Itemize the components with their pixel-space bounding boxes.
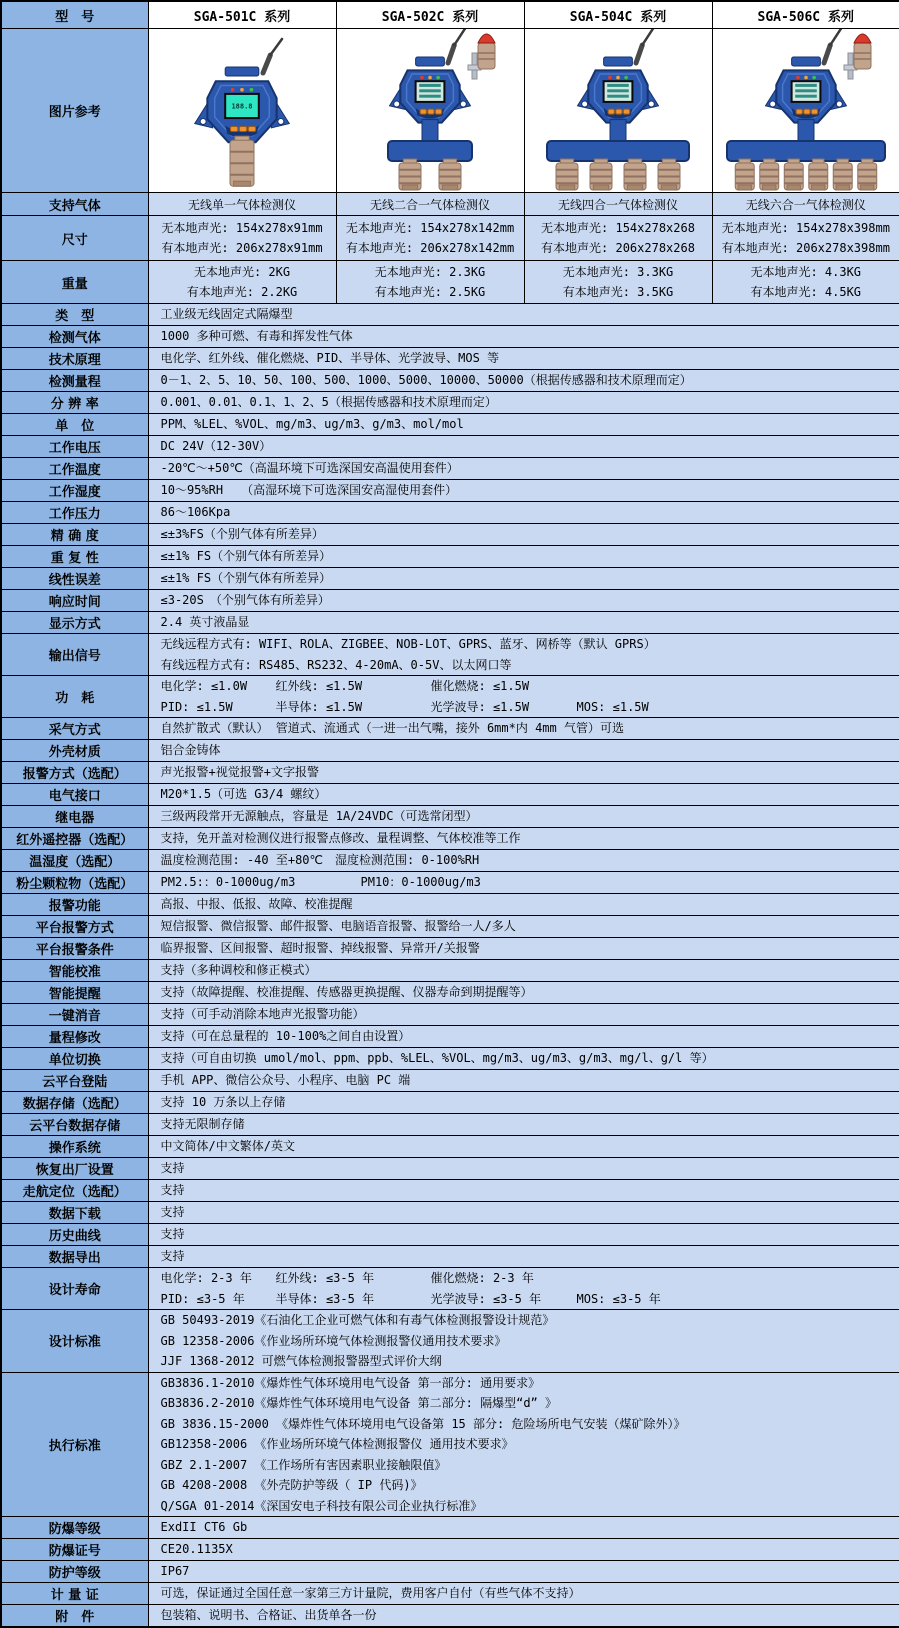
spec-row-label: 检测气体 — [1, 326, 148, 348]
table-row — [1, 1517, 899, 1539]
sga-501c-device-image — [149, 29, 335, 192]
spec-value-line: 工业级无线固定式隔爆型 — [160, 307, 293, 322]
spec-value — [148, 1605, 899, 1628]
spec-value-line: 0－1、2、5、10、50、100、500、1000、5000、10000、50000（根据传感器和技术原理而定） — [160, 373, 692, 388]
spec-value-segment: 电化学: 2-3 年 — [160, 1271, 252, 1285]
spec-row-label: 技术原理 — [1, 348, 148, 370]
spec-value-line: 自然扩散式（默认） 管道式、流通式（一进一出气嘴，接外 6mm*内 4mm 气管）可选 — [160, 721, 624, 736]
spec-value — [148, 1180, 899, 1202]
table-row — [1, 568, 899, 590]
spec-value — [148, 348, 899, 370]
model-row-label: 型 号 — [1, 1, 148, 29]
gas-type-value: 无线单一气体检测仪 — [148, 193, 336, 216]
spec-value — [148, 982, 899, 1004]
weight-value — [712, 261, 899, 304]
spec-value-segment: 电化学: ≤1.0W — [160, 679, 248, 693]
spec-value-line: IP67 — [160, 1564, 190, 1579]
table-row — [1, 1180, 899, 1202]
model-header: SGA-502C 系列 — [336, 1, 524, 29]
spec-value-line: GB 4208-2008 《外壳防护等级（ IP 代码)》 — [160, 1478, 423, 1492]
table-row — [1, 480, 899, 502]
spec-value-line: 可选，保证通过全国任意一家第三方计量院，费用客户自付（有些气体不支持） — [160, 1586, 581, 1601]
spec-value — [148, 458, 899, 480]
spec-row-label: 智能校准 — [1, 960, 148, 982]
model-header: SGA-501C 系列 — [148, 1, 336, 29]
spec-value — [148, 1114, 899, 1136]
spec-value-line: 支持，免开盖对检测仪进行报警点修改、量程调整、气体校准等工作 — [160, 831, 521, 846]
spec-value-line: GBZ 2.1-2007 《工作场所有害因素职业接触限值》 — [160, 1457, 447, 1472]
spec-value-line: 支持 — [160, 1205, 185, 1220]
spec-value — [148, 718, 899, 740]
spec-row-label: 工作湿度 — [1, 480, 148, 502]
table-row — [1, 436, 899, 458]
spec-value-segment: PM10：0-1000ug/m3 — [360, 875, 481, 890]
table-row — [1, 304, 899, 326]
image-row-label: 图片参考 — [1, 29, 148, 193]
spec-row-label: 恢复出厂设置 — [1, 1158, 148, 1180]
spec-value-line: 温度检测范围: -40 至+80℃ 湿度检测范围: 0-100%RH — [160, 853, 480, 868]
spec-value-line: ExdII CT6 Gb — [160, 1520, 248, 1535]
table-row — [1, 502, 899, 524]
spec-value-line: CE20.1135X — [160, 1542, 233, 1557]
spec-value — [148, 740, 899, 762]
spec-value-line: 有线远程方式有: RS485、RS232、4-20mA、0-5V、以太网口等 — [160, 657, 512, 672]
spec-value — [148, 916, 899, 938]
spec-value-line: 高报、中报、低报、故障、校准提醒 — [160, 897, 353, 912]
spec-value-line: 支持无限制存储 — [160, 1117, 245, 1132]
spec-row-label: 采气方式 — [1, 718, 148, 740]
table-row — [1, 1268, 899, 1310]
table-row — [1, 1070, 899, 1092]
spec-value — [148, 1070, 899, 1092]
product-image-cell — [336, 29, 524, 193]
weight-value-line: 无本地声光: 4.3KG — [750, 265, 862, 279]
spec-value — [148, 392, 899, 414]
table-row — [1, 806, 899, 828]
spec-value — [148, 524, 899, 546]
weight-value-line: 无本地声光: 3.3KG — [562, 265, 674, 279]
spec-value-line: M20*1.5（可选 G3/4 螺纹） — [160, 787, 327, 802]
table-row — [1, 784, 899, 806]
table-row — [1, 828, 899, 850]
table-row — [1, 1, 899, 29]
spec-value-line: 电化学、红外线、催化燃烧、PID、半导体、光学波导、MOS 等 — [160, 351, 500, 366]
spec-value-line: 支持 — [160, 1183, 185, 1198]
spec-row-label: 粉尘颗粒物（选配） — [1, 872, 148, 894]
spec-value-line — [161, 1268, 896, 1289]
table-row — [1, 894, 899, 916]
spec-value-line: 短信报警、微信报警、邮件报警、电脑语音报警、报警给一人/多人 — [160, 919, 516, 934]
spec-row-label: 执行标准 — [1, 1372, 148, 1517]
spec-row-label: 操作系统 — [1, 1136, 148, 1158]
spec-row-label: 电气接口 — [1, 784, 148, 806]
table-row — [1, 216, 899, 261]
sga-504c-device-image — [525, 29, 711, 192]
table-row — [1, 916, 899, 938]
spec-row-label: 量程修改 — [1, 1026, 148, 1048]
spec-value-line: 无线远程方式有: WIFI、ROLA、ZIGBEE、NOB-LOT、GPRS、蓝牙、网桥等（默认 GPRS） — [160, 637, 656, 651]
spec-value — [148, 1517, 899, 1539]
spec-row-label: 历史曲线 — [1, 1224, 148, 1246]
weight-row-label: 重量 — [1, 261, 148, 304]
weight-value-line: 无本地声光: 2KG — [193, 265, 291, 279]
spec-value-segment: PID: ≤3-5 年 — [160, 1291, 245, 1306]
spec-row-label: 防爆证号 — [1, 1539, 148, 1561]
spec-row-label: 数据下载 — [1, 1202, 148, 1224]
spec-value-line: 86～106Kpa — [160, 505, 231, 520]
spec-row-label: 类 型 — [1, 304, 148, 326]
spec-value — [148, 480, 899, 502]
spec-value-segment: PID: ≤1.5W — [160, 699, 233, 714]
table-row — [1, 326, 899, 348]
spec-value-line: GB12358-2006 《作业场所环境气体检测报警仪 通用技术要求》 — [160, 1437, 514, 1451]
table-row — [1, 612, 899, 634]
spec-value-segment: 光学波导: ≤3-5 年 — [430, 1291, 542, 1306]
spec-value — [148, 326, 899, 348]
size-value — [524, 216, 712, 261]
spec-row-label: 报警方式（选配） — [1, 762, 148, 784]
weight-value-line: 有本地声光: 2.2KG — [186, 285, 298, 299]
spec-row-label: 精 确 度 — [1, 524, 148, 546]
spec-value-line: 支持（可在总量程的 10-100%之间自由设置） — [160, 1029, 411, 1044]
model-header: SGA-504C 系列 — [524, 1, 712, 29]
spec-value-line: 支持 — [160, 1249, 185, 1264]
table-row — [1, 1158, 899, 1180]
spec-value — [148, 304, 899, 326]
table-row — [1, 1092, 899, 1114]
size-value-line: 有本地声光: 206x278x398mm — [721, 241, 890, 255]
product-image-cell — [148, 29, 336, 193]
size-value-line: 无本地声光: 154x278x91mm — [161, 221, 323, 235]
spec-value-line: ≤±3%FS（个别气体有所差异） — [160, 527, 324, 542]
spec-value — [148, 1583, 899, 1605]
gas-type-value: 无线二合一气体检测仪 — [336, 193, 524, 216]
table-row — [1, 546, 899, 568]
spec-row-label: 智能提醒 — [1, 982, 148, 1004]
spec-value — [148, 502, 899, 524]
table-row — [1, 348, 899, 370]
spec-value-line: 铝合金铸体 — [160, 743, 221, 758]
spec-row-label: 云平台数据存储 — [1, 1114, 148, 1136]
model-header: SGA-506C 系列 — [712, 1, 899, 29]
product-image-cell — [712, 29, 899, 193]
spec-value-line: 2.4 英寸液晶显 — [160, 615, 250, 630]
table-row — [1, 718, 899, 740]
spec-value — [148, 828, 899, 850]
spec-value-line: ≤±1% FS（个别气体有所差异） — [160, 571, 332, 586]
spec-value-line: Q/SGA 01-2014《深国安电子科技有限公司企业执行标准》 — [160, 1498, 483, 1513]
table-row — [1, 1202, 899, 1224]
spec-row-label: 平台报警条件 — [1, 938, 148, 960]
spec-row-label: 响应时间 — [1, 590, 148, 612]
spec-row-label: 显示方式 — [1, 612, 148, 634]
table-row — [1, 1310, 899, 1373]
spec-row-label: 工作电压 — [1, 436, 148, 458]
spec-value-line: 支持（可自由切换 umol/mol、ppm、ppb、%LEL、%VOL、mg/m3、ug/m3、g/m3、mg/l、g/l 等） — [160, 1051, 714, 1066]
spec-value — [148, 568, 899, 590]
spec-value-line: DC 24V（12-30V） — [160, 439, 272, 454]
table-row — [1, 524, 899, 546]
size-value-line: 有本地声光: 206x278x91mm — [161, 241, 323, 255]
table-row — [1, 370, 899, 392]
spec-row-label: 一键消音 — [1, 1004, 148, 1026]
table-row — [1, 1246, 899, 1268]
spec-value — [148, 1539, 899, 1561]
spec-value-segment: 催化燃烧: 2-3 年 — [430, 1271, 534, 1285]
weight-value-line: 有本地声光: 3.5KG — [562, 285, 674, 299]
spec-value-line: JJF 1368-2012 可燃气体检测报警器型式评价大纲 — [160, 1354, 442, 1368]
table-row — [1, 1114, 899, 1136]
spec-value-segment: MOS: ≤1.5W — [576, 699, 649, 714]
spec-value — [148, 1268, 899, 1310]
spec-row-label: 防护等级 — [1, 1561, 148, 1583]
spec-row-label: 设计寿命 — [1, 1268, 148, 1310]
spec-value-segment: 红外线: ≤1.5W — [275, 679, 363, 693]
spec-value — [148, 1310, 899, 1373]
table-row — [1, 414, 899, 436]
spec-value-line: 支持 — [160, 1227, 185, 1242]
spec-value-line: GB 3836.15-2000 《爆炸性气体环境用电气设备第 15 部分: 危险场所电气安装（煤矿除外）》 — [160, 1416, 686, 1431]
spec-row-label: 防爆等级 — [1, 1517, 148, 1539]
spec-value-line: -20℃～+50℃（高温环境下可选深国安高温使用套件） — [160, 461, 459, 476]
spec-value-segment: PM2.5:：0-1000ug/m3 — [160, 875, 296, 890]
size-value-line: 无本地声光: 154x278x398mm — [721, 221, 890, 235]
spec-value-line: GB3836.2-2010《爆炸性气体环境用电气设备 第二部分: 隔爆型“d” 》 — [160, 1396, 557, 1410]
spec-value-line — [161, 872, 896, 893]
table-row — [1, 1583, 899, 1605]
spec-row-label: 工作温度 — [1, 458, 148, 480]
gas-type-value: 无线六合一气体检测仪 — [712, 193, 899, 216]
size-row-label: 尺寸 — [1, 216, 148, 261]
spec-row-label: 云平台登陆 — [1, 1070, 148, 1092]
spec-row-label: 输出信号 — [1, 634, 148, 676]
table-row — [1, 1372, 899, 1517]
weight-value — [524, 261, 712, 304]
spec-value-line: 支持（故障提醒、校准提醒、传感器更换提醒、仪器寿命到期提醒等） — [160, 985, 533, 1000]
spec-row-label: 计 量 证 — [1, 1583, 148, 1605]
spec-row-label: 数据存储（选配） — [1, 1092, 148, 1114]
table-row — [1, 458, 899, 480]
size-value-line: 无本地声光: 154x278x142mm — [345, 221, 515, 235]
product-image-cell — [524, 29, 712, 193]
size-value — [712, 216, 899, 261]
spec-value-line: GB 12358-2006《作业场所环境气体检测报警仪通用技术要求》 — [160, 1333, 507, 1348]
spec-value — [148, 1092, 899, 1114]
spec-row-label: 单位切换 — [1, 1048, 148, 1070]
spec-value — [148, 1246, 899, 1268]
spec-value-line: PPM、%LEL、%VOL、mg/m3、ug/m3、g/m3、mol/mol — [160, 417, 464, 432]
spec-value-line: 中文简体/中文繁体/英文 — [160, 1139, 295, 1154]
spec-value-segment: 半导体: ≤3-5 年 — [275, 1291, 375, 1306]
spec-value — [148, 546, 899, 568]
table-row — [1, 872, 899, 894]
table-row — [1, 762, 899, 784]
table-row — [1, 1605, 899, 1628]
spec-value-line: ≤3-20S （个别气体有所差异） — [160, 593, 330, 608]
spec-value — [148, 414, 899, 436]
spec-row-label: 检测量程 — [1, 370, 148, 392]
spec-value — [148, 1224, 899, 1246]
table-row — [1, 1004, 899, 1026]
spec-value-line: 声光报警+视觉报警+文字报警 — [160, 765, 319, 780]
spec-row-label: 走航定位（选配） — [1, 1180, 148, 1202]
table-row — [1, 193, 899, 216]
spec-row-label: 单 位 — [1, 414, 148, 436]
table-row — [1, 634, 899, 676]
spec-value — [148, 1158, 899, 1180]
spec-value-line — [161, 676, 896, 697]
size-value-line: 无本地声光: 154x278x268 — [541, 221, 695, 235]
spec-value — [148, 676, 899, 718]
size-value-line: 有本地声光: 206x278x268 — [541, 241, 695, 255]
spec-value — [148, 850, 899, 872]
spec-value-segment: 光学波导: ≤1.5W — [430, 699, 530, 714]
spec-value — [148, 612, 899, 634]
svg-text:188.8: 188.8 — [231, 102, 253, 111]
table-row — [1, 1561, 899, 1583]
spec-value-line: 支持 10 万条以上存储 — [160, 1095, 286, 1110]
spec-value-line: ≤±1% FS（个别气体有所差异） — [160, 549, 332, 564]
spec-value — [148, 784, 899, 806]
gas-row-label: 支持气体 — [1, 193, 148, 216]
spec-value — [148, 1004, 899, 1026]
table-row — [1, 261, 899, 304]
spec-value — [148, 1048, 899, 1070]
spec-value-line: GB3836.1-2010《爆炸性气体环境用电气设备 第一部分: 通用要求》 — [160, 1375, 541, 1390]
size-value-line: 有本地声光: 206x278x142mm — [345, 241, 515, 255]
spec-value-line — [161, 697, 896, 718]
spec-value-segment: 催化燃烧: ≤1.5W — [430, 679, 530, 693]
spec-value — [148, 938, 899, 960]
table-row — [1, 960, 899, 982]
spec-value-line: GB 50493-2019《石油化工企业可燃气体和有毒气体检测报警设计规范》 — [160, 1313, 555, 1327]
spec-value-segment: MOS: ≤3-5 年 — [576, 1291, 661, 1306]
spec-row-label: 平台报警方式 — [1, 916, 148, 938]
table-row — [1, 740, 899, 762]
spec-value-line: 支持（可手动消除本地声光报警功能） — [160, 1007, 365, 1022]
spec-row-label: 继电器 — [1, 806, 148, 828]
spec-value-line: 三级两段常开无源触点，容量是 1A/24VDC（可选常闭型） — [160, 809, 478, 824]
weight-value — [148, 261, 336, 304]
spec-value-line: 支持（多种调校和修正模式） — [160, 963, 317, 978]
spec-value — [148, 872, 899, 894]
spec-row-label: 报警功能 — [1, 894, 148, 916]
spec-value-line: 支持 — [160, 1161, 185, 1176]
spec-row-label: 分 辨 率 — [1, 392, 148, 414]
spec-row-label: 线性误差 — [1, 568, 148, 590]
spec-value — [148, 1372, 899, 1517]
weight-value-line: 无本地声光: 2.3KG — [374, 265, 486, 279]
table-row — [1, 590, 899, 612]
spec-value — [148, 1136, 899, 1158]
spec-row-label: 重 复 性 — [1, 546, 148, 568]
spec-row-label: 设计标准 — [1, 1310, 148, 1373]
table-row — [1, 1136, 899, 1158]
sga-502c-device-image — [337, 29, 523, 192]
spec-row-label: 数据导出 — [1, 1246, 148, 1268]
weight-value — [336, 261, 524, 304]
spec-value — [148, 1561, 899, 1583]
table-row — [1, 1026, 899, 1048]
table-row — [1, 850, 899, 872]
spec-value — [148, 1202, 899, 1224]
spec-row-label: 温湿度（选配） — [1, 850, 148, 872]
weight-value-line: 有本地声光: 2.5KG — [374, 285, 486, 299]
spec-row-label: 外壳材质 — [1, 740, 148, 762]
table-row — [1, 1048, 899, 1070]
spec-row-label: 工作压力 — [1, 502, 148, 524]
size-value — [336, 216, 524, 261]
table-row — [1, 392, 899, 414]
spec-value — [148, 370, 899, 392]
table-row — [1, 1539, 899, 1561]
spec-value — [148, 634, 899, 676]
spec-value-line — [161, 1289, 896, 1310]
gas-type-value: 无线四合一气体检测仪 — [524, 193, 712, 216]
spec-value-segment: 红外线: ≤3-5 年 — [275, 1271, 375, 1285]
spec-value — [148, 1026, 899, 1048]
spec-value — [148, 806, 899, 828]
spec-value — [148, 762, 899, 784]
weight-value-line: 有本地声光: 4.5KG — [750, 285, 862, 299]
spec-value-line: 包装箱、说明书、合格证、出货单各一份 — [160, 1608, 377, 1623]
spec-value-line: 0.001、0.01、0.1、1、2、5（根据传感器和技术原理而定） — [160, 395, 497, 410]
sga-506c-device-image — [713, 29, 899, 192]
table-row — [1, 1224, 899, 1246]
spec-row-label: 附 件 — [1, 1605, 148, 1628]
spec-value-line: 10～95%RH （高湿环境下可选深国安高湿使用套件） — [160, 483, 458, 498]
spec-value — [148, 590, 899, 612]
spec-value — [148, 894, 899, 916]
spec-value-line: 手机 APP、微信公众号、小程序、电脑 PC 端 — [160, 1073, 411, 1088]
spec-value — [148, 960, 899, 982]
table-row — [1, 982, 899, 1004]
spec-value — [148, 436, 899, 458]
table-row — [1, 938, 899, 960]
spec-value-segment: 半导体: ≤1.5W — [275, 699, 363, 714]
spec-value-line: 1000 多种可燃、有毒和挥发性气体 — [160, 329, 353, 344]
table-row — [1, 29, 899, 193]
spec-row-label: 红外遥控器（选配） — [1, 828, 148, 850]
spec-value-line: 临界报警、区间报警、超时报警、掉线报警、异常开/关报警 — [160, 941, 480, 956]
spec-row-label: 功 耗 — [1, 676, 148, 718]
table-row — [1, 676, 899, 718]
size-value — [148, 216, 336, 261]
